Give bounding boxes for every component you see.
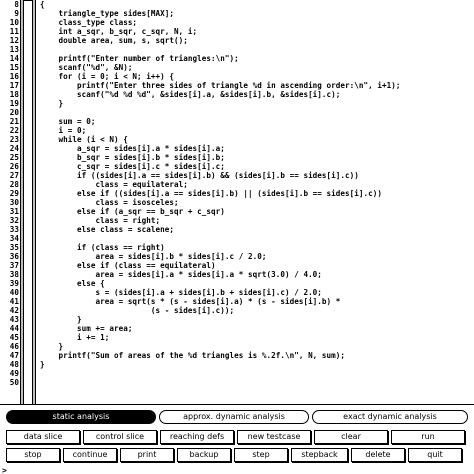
code-line[interactable] [0,198,474,207]
code-line[interactable] [0,63,474,72]
line-number: 47 [9,351,19,360]
line-number: 45 [9,333,19,342]
line-number: 43 [9,315,19,324]
line-number: 37 [9,261,19,270]
line-number: 33 [9,225,19,234]
code-line[interactable] [0,126,474,135]
code-line[interactable] [0,90,474,99]
line-number: 20 [9,108,19,117]
line-number: 40 [9,288,19,297]
line-number: 31 [9,207,19,216]
code-line[interactable] [0,360,474,369]
line-number: 21 [9,117,19,126]
code-text: while (i < N) { [40,135,128,144]
line-number: 16 [9,72,19,81]
code-text: area = sides[i].b * sides[i].c / 2.0; [40,252,267,261]
code-line[interactable] [0,0,474,9]
delete-button[interactable]: delete [351,448,405,462]
approx-dynamic-analysis-button[interactable]: approx. dynamic analysis [159,410,309,424]
line-number: 9 [14,9,19,18]
code-text: else if (class == equilateral) [40,261,216,270]
code-text: scanf("%d %d %d", &sides[i].a, &sides[i].b, &sides[i].c); [40,90,341,99]
control-slice-button[interactable]: control slice [83,430,157,444]
code-line[interactable] [0,342,474,351]
code-line[interactable] [0,225,474,234]
code-line[interactable] [0,252,474,261]
code-line[interactable] [0,261,474,270]
code-text: printf("Enter three sides of triangle %d in ascending order:\n", i+1); [40,81,401,90]
line-number: 44 [9,324,19,333]
backup-button[interactable]: backup [177,448,231,462]
code-line[interactable] [0,369,474,378]
code-text: area = sqrt(s * (s - sides[i].a) * (s - sides[i].b) * [40,297,341,306]
code-text: else { [40,279,105,288]
line-number: 10 [9,18,19,27]
code-text: b_sqr = sides[i].b * sides[i].b; [40,153,225,162]
code-line[interactable] [0,306,474,315]
quit-button[interactable]: quit [408,448,462,462]
code-line[interactable] [0,288,474,297]
code-text: class = equilateral; [40,180,188,189]
code-text: int a_sqr, b_sqr, c_sqr, N, i; [40,27,198,36]
code-line[interactable] [0,243,474,252]
line-number: 50 [9,378,19,387]
code-text: if (class == right) [40,243,165,252]
code-text: (s - sides[i].c)); [40,306,235,315]
code-line[interactable] [0,216,474,225]
line-number: 15 [9,63,19,72]
code-text: sum += area; [40,324,133,333]
code-line[interactable] [0,270,474,279]
code-text: s = (sides[i].a + sides[i].b + sides[i].c) / 2.0; [40,288,322,297]
line-number: 26 [9,162,19,171]
code-text: } [40,315,82,324]
line-number: 8 [14,0,19,9]
reaching-defs-button[interactable]: reaching defs [160,430,234,444]
line-number: 29 [9,189,19,198]
line-number: 14 [9,54,19,63]
line-number: 19 [9,99,19,108]
code-line[interactable] [0,207,474,216]
code-text: c_sqr = sides[i].c * sides[i].c; [40,162,225,171]
control-panel [0,404,474,474]
code-line[interactable] [0,99,474,108]
line-number: 46 [9,342,19,351]
line-number: 12 [9,36,19,45]
stepback-button[interactable]: stepback [291,448,348,462]
line-number: 13 [9,45,19,54]
code-text: else if (a_sqr == b_sqr + c_sqr) [40,207,225,216]
line-number: 39 [9,279,19,288]
code-text: scanf("%d", &N); [40,63,133,72]
code-line[interactable] [0,81,474,90]
code-line[interactable] [0,27,474,36]
line-number: 36 [9,252,19,261]
line-number: 32 [9,216,19,225]
code-line[interactable] [0,72,474,81]
code-text: class = isosceles; [40,198,179,207]
line-number: 42 [9,306,19,315]
line-number: 41 [9,297,19,306]
code-line[interactable] [0,108,474,117]
code-line[interactable] [0,279,474,288]
code-line[interactable] [0,297,474,306]
stop-button[interactable]: stop [6,448,60,462]
code-text: for (i = 0; i < N; i++) { [40,72,175,81]
code-text: sum = 0; [40,117,96,126]
code-text: } [40,360,45,369]
code-line[interactable] [0,378,474,387]
code-text: class_type class; [40,18,138,27]
code-line[interactable] [0,351,474,360]
code-line[interactable] [0,324,474,333]
code-text: printf("Sum of areas of the %d triangles is %.2f.\n", N, sum); [40,351,346,360]
line-number: 48 [9,360,19,369]
command-prompt[interactable]: > [2,466,7,474]
code-line[interactable] [0,135,474,144]
line-number: 25 [9,153,19,162]
code-line[interactable] [0,171,474,180]
code-line[interactable] [0,36,474,45]
code-text: double area, sum, s, sqrt(); [40,36,188,45]
run-button[interactable]: run [391,430,465,444]
code-text: class = right; [40,216,161,225]
line-number: 11 [9,27,19,36]
line-number: 23 [9,135,19,144]
code-text: else class = scalene; [40,225,175,234]
code-line[interactable] [0,162,474,171]
line-number: 38 [9,270,19,279]
code-text: else if ((sides[i].a == sides[i].b) || (sides[i].b == sides[i].c)) [40,189,383,198]
line-number: 34 [9,234,19,243]
code-text: i = 0; [40,126,87,135]
new-testcase-button[interactable]: new testcase [237,430,311,444]
code-line[interactable] [0,18,474,27]
code-line[interactable] [0,189,474,198]
data-slice-button[interactable]: data slice [6,430,80,444]
code-line[interactable] [0,45,474,54]
code-text: a_sqr = sides[i].a * sides[i].a; [40,144,225,153]
code-line[interactable] [0,333,474,342]
code-text: printf("Enter number of triangles:\n"); [40,54,239,63]
code-text: } [40,99,64,108]
line-number: 24 [9,144,19,153]
code-text: area = sides[i].a * sides[i].a * sqrt(3.0) / 4.0; [40,270,322,279]
line-number: 18 [9,90,19,99]
static-analysis-button[interactable]: static analysis [6,410,156,424]
line-number: 28 [9,180,19,189]
code-text: if ((sides[i].a == sides[i].b) && (sides[i].b == sides[i].c)) [40,171,359,180]
code-line[interactable] [0,234,474,243]
code-line[interactable] [0,54,474,63]
code-text: } [40,342,64,351]
continue-button[interactable]: continue [63,448,117,462]
code-line[interactable] [0,117,474,126]
code-line[interactable] [0,144,474,153]
exact-dynamic-analysis-button[interactable]: exact dynamic analysis [312,410,468,424]
clear-button[interactable]: clear [314,430,388,444]
code-text: i += 1; [40,333,110,342]
code-line[interactable] [0,315,474,324]
line-number: 30 [9,198,19,207]
code-text: triangle_type sides[MAX]; [40,9,175,18]
code-line[interactable] [0,180,474,189]
line-number: 27 [9,171,19,180]
code-text: { [40,0,45,9]
code-line[interactable] [0,9,474,18]
print-button[interactable]: print [120,448,174,462]
line-number: 49 [9,369,19,378]
line-number: 17 [9,81,19,90]
line-number: 35 [9,243,19,252]
line-number: 22 [9,126,19,135]
step-button[interactable]: step [234,448,288,462]
code-line[interactable] [0,153,474,162]
